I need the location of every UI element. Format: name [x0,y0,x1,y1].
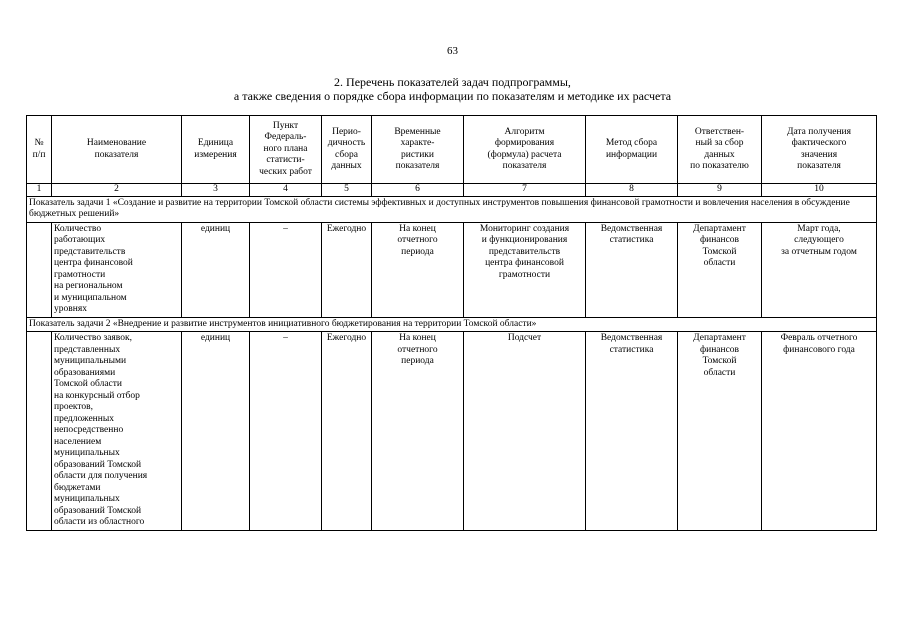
algorithm: Подсчет [464,332,586,531]
algorithm: Мониторинг создания и функционирования представительств центра финансовой грамотности [464,222,586,317]
header-row [27,116,877,184]
time-characteristics: На конец отчетного периода [372,332,464,531]
page-number: 63 [447,45,458,57]
table-row [27,222,877,317]
header-cell: Единица измерения [182,116,250,184]
header-cell: Временные характе- ристики показателя [372,116,464,184]
column-number-row [27,184,877,197]
document-title [0,75,905,103]
header-cell: Ответствен- ный за сбор данных по показателю [678,116,762,184]
table-row [27,332,877,531]
time-characteristics: На конец отчетного периода [372,222,464,317]
responsible: Департамент финансов Томской области [678,332,762,531]
column-number: 3 [182,184,250,197]
section-header-row [27,317,877,332]
header-cell: № п/п [27,116,52,184]
section-header-row [27,196,877,222]
periodicity: Ежегодно [322,332,372,531]
actual-value-date: Март года, следующего за отчетным годом [762,222,877,317]
indicators-table [26,115,877,531]
header-cell: Пункт Федераль- ного плана статисти- ческих работ [250,116,322,184]
responsible: Департамент финансов Томской области [678,222,762,317]
column-number: 5 [322,184,372,197]
column-number: 10 [762,184,877,197]
section-title: Показатель задачи 2 «Внедрение и развитие инструментов инициативного бюджетирования на территории Томской области» [27,317,877,332]
periodicity: Ежегодно [322,222,372,317]
collection-method: Ведомственная статистика [586,332,678,531]
actual-value-date: Февраль отчетного финансового года [762,332,877,531]
column-number: 1 [27,184,52,197]
section-title: Показатель задачи 1 «Создание и развитие на территории Томской области системы эффективных и доступных инструментов повышения финансовой грамотности и вовлечения населения в обсуждение бюджетных решений» [27,196,877,222]
header-cell: Перио- дичность сбора данных [322,116,372,184]
header-cell: Метод сбора информации [586,116,678,184]
header-cell: Наименование показателя [52,116,182,184]
title-line-1: 2. Перечень показателей задач подпрограммы, [334,75,571,89]
indicator-name: Количество работающих представительств центра финансовой грамотности на региональном и муниципальном уровнях [52,222,182,317]
column-number: 2 [52,184,182,197]
column-number: 8 [586,184,678,197]
row-number [27,332,52,531]
row-number [27,222,52,317]
column-number: 6 [372,184,464,197]
column-number: 9 [678,184,762,197]
collection-method: Ведомственная статистика [586,222,678,317]
column-number: 4 [250,184,322,197]
plan-item: – [250,222,322,317]
indicator-name: Количество заявок, представленных муниципальными образованиями Томской области на конкурсный отбор проектов, предложенных непосредственно населением муниципальных образований Томской области для получения бюджетами муниципальных образований Томской области из областного [52,332,182,531]
plan-item: – [250,332,322,531]
header-cell: Дата получения фактического значения показателя [762,116,877,184]
unit: единиц [182,222,250,317]
column-number: 7 [464,184,586,197]
header-cell: Алгоритм формирования (формула) расчета показателя [464,116,586,184]
title-line-2: а также сведения о порядке сбора информации по показателям и методике их расчета [233,89,672,103]
unit: единиц [182,332,250,531]
